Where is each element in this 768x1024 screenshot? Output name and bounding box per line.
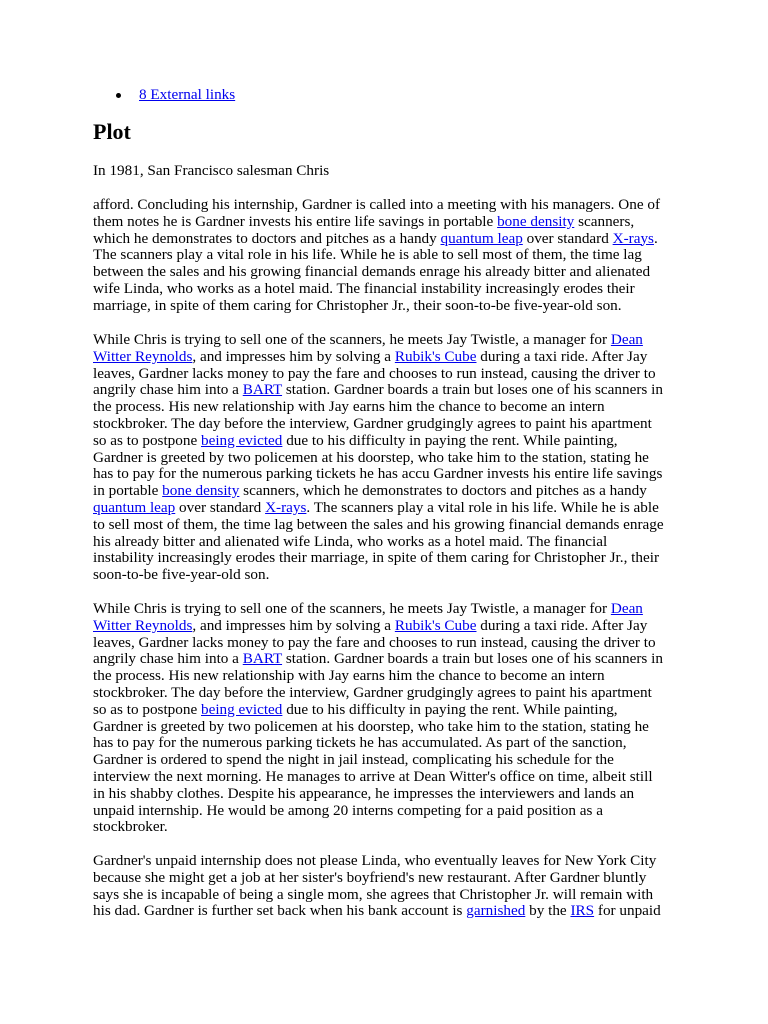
text-line bbox=[93, 416, 681, 433]
inline-link[interactable]: X-rays bbox=[612, 229, 654, 247]
text-run: Gardner's unpaid internship does not please Linda, who eventually leaves for New York City bbox=[93, 852, 657, 869]
text-run: Gardner is greeted by two policemen at his doorstep, who take him to the station, stating he bbox=[93, 448, 649, 466]
text-run: the process. His new relationship with Jay earns him the chance to become an intern bbox=[93, 398, 605, 416]
text-line bbox=[93, 264, 681, 281]
text-run: interview the next morning. He manages to arrive at Dean Witter's office on time, albeit still bbox=[93, 767, 653, 785]
text-run: in his shabby clothes. Despite his appearance, he impresses the interviewers and lands an bbox=[93, 784, 635, 802]
text-run: stockbroker. The day before the interview, Gardner grudgingly agrees to paint his apartment bbox=[93, 414, 652, 432]
text-run: While Chris is trying to sell one of the scanners, he meets Jay Twistle, a manager for bbox=[93, 600, 611, 617]
text-line bbox=[93, 197, 681, 214]
text-run: scanners, bbox=[574, 212, 635, 230]
inline-link[interactable]: Dean bbox=[610, 331, 643, 348]
text-run: afford. Concluding his internship, Gardner is called into a meeting with his managers. One of bbox=[93, 196, 661, 213]
inline-link[interactable]: Rubik's Cube bbox=[394, 347, 477, 365]
text-line bbox=[93, 517, 681, 534]
text-line bbox=[93, 163, 681, 180]
inline-link[interactable]: being evicted bbox=[201, 700, 283, 718]
text-run: has to pay for the numerous parking tickets he has accumulated. As part of the sanction, bbox=[93, 734, 627, 752]
paragraph bbox=[93, 332, 681, 584]
text-line bbox=[93, 819, 681, 836]
text-line bbox=[93, 651, 681, 668]
text-line bbox=[93, 635, 681, 652]
text-run: says she is incapable of being a single mom, she agrees that Christopher Jr. will remain with bbox=[93, 885, 654, 903]
text-line bbox=[93, 668, 681, 685]
text-run: his dad. Gardner is further set back when his bank account is bbox=[93, 902, 467, 920]
table-of-contents bbox=[93, 87, 235, 104]
toc-link-external-links[interactable]: 8 External links bbox=[139, 86, 236, 103]
text-line bbox=[93, 349, 681, 366]
text-line bbox=[93, 500, 681, 517]
inline-link[interactable]: garnished bbox=[466, 902, 526, 920]
text-run: angrily chase him into a bbox=[93, 650, 243, 668]
inline-link[interactable]: being evicted bbox=[201, 431, 283, 449]
text-run: leaves, Gardner lacks money to pay the fare and chooses to run instead, causing the driver to bbox=[93, 364, 656, 382]
text-run: which he demonstrates to doctors and pitches as a handy bbox=[93, 229, 441, 247]
text-line bbox=[93, 803, 681, 820]
paragraph bbox=[93, 601, 681, 836]
text-line bbox=[93, 298, 681, 315]
inline-link[interactable]: Rubik's Cube bbox=[394, 616, 477, 634]
text-run: over standard bbox=[522, 229, 613, 247]
text-line bbox=[93, 618, 681, 635]
text-run: due to his difficulty in paying the rent. While painting, bbox=[282, 431, 618, 449]
inline-link[interactable]: IRS bbox=[570, 902, 595, 920]
text-run: between the sales and his growing financial demands enrage his already bitter and alienated bbox=[93, 263, 651, 281]
text-run: has to pay for the numerous parking tickets he has accu Gardner invests his entire life savings bbox=[93, 465, 663, 483]
text-run: by the bbox=[525, 902, 571, 920]
text-run: due to his difficulty in paying the rent. While painting, bbox=[282, 700, 618, 718]
text-line bbox=[93, 450, 681, 467]
text-line bbox=[93, 752, 681, 769]
text-run: unpaid internship. He would be among 20 interns competing for a paid position as a bbox=[93, 801, 603, 819]
text-run: during a taxi ride. After Jay bbox=[476, 347, 648, 365]
text-run: for unpaid bbox=[594, 902, 661, 920]
text-run: stockbroker. bbox=[93, 818, 168, 836]
text-run: The scanners play a vital role in his life. While he is able to sell most of them, the time lag bbox=[93, 246, 642, 264]
text-run: his already bitter and alienated wife Linda, who works as a hotel maid. The financial bbox=[93, 532, 608, 550]
text-run: . bbox=[653, 229, 658, 247]
text-run: While Chris is trying to sell one of the scanners, he meets Jay Twistle, a manager for bbox=[93, 331, 611, 348]
text-line bbox=[93, 366, 681, 383]
text-run: stockbroker. The day before the interview, Gardner grudgingly agrees to paint his apartment bbox=[93, 683, 652, 701]
text-run: wife Linda, who works as a hotel maid. The financial instability increasingly erodes their bbox=[93, 279, 635, 297]
text-line bbox=[93, 281, 681, 298]
text-run: so as to postpone bbox=[93, 700, 201, 718]
text-line bbox=[93, 483, 681, 500]
text-line bbox=[93, 214, 681, 231]
inline-link[interactable]: X-rays bbox=[265, 498, 307, 516]
toc-item bbox=[93, 87, 235, 104]
text-run: to sell most of them, the time lag between the sales and his growing financial demands enrage bbox=[93, 515, 664, 533]
text-line bbox=[93, 550, 681, 567]
text-run: , and impresses him by solving a bbox=[192, 616, 395, 634]
text-line bbox=[93, 786, 681, 803]
text-line bbox=[93, 601, 681, 618]
paragraph bbox=[93, 163, 681, 180]
text-line bbox=[93, 567, 681, 584]
text-run: marriage, in spite of them caring for Christopher Jr., their soon-to-be five-year-old son. bbox=[93, 296, 622, 314]
text-run: Gardner is greeted by two policemen at his doorstep, who take him to the station, stating he bbox=[93, 717, 649, 735]
text-run: because she might get a job at her sister's boyfriend's new restaurant. After Gardner bluntly bbox=[93, 868, 647, 886]
text-line bbox=[93, 769, 681, 786]
bullet-icon bbox=[116, 93, 121, 98]
text-line bbox=[93, 534, 681, 551]
text-line bbox=[93, 466, 681, 483]
text-line bbox=[93, 247, 681, 264]
text-line bbox=[93, 853, 681, 870]
text-run: leaves, Gardner lacks money to pay the fare and chooses to run instead, causing the driver to bbox=[93, 633, 656, 651]
text-run: soon-to-be five-year-old son. bbox=[93, 566, 270, 584]
text-run: . The scanners play a vital role in his life. While he is able bbox=[306, 498, 659, 516]
inline-link[interactable]: Witter Reynolds bbox=[93, 347, 193, 365]
inline-link[interactable]: quantum leap bbox=[440, 229, 523, 247]
text-run: angrily chase him into a bbox=[93, 381, 243, 399]
text-run: over standard bbox=[175, 498, 266, 516]
text-run: them notes he is Gardner invests his entire life savings in portable bbox=[93, 212, 498, 230]
text-run: In 1981, San Francisco salesman Chris bbox=[93, 162, 330, 179]
inline-link[interactable]: quantum leap bbox=[93, 498, 176, 516]
text-line bbox=[93, 735, 681, 752]
text-line bbox=[93, 332, 681, 349]
text-run: Gardner is ordered to spend the night in jail instead, complicating his schedule for the bbox=[93, 751, 614, 769]
section-heading: Plot bbox=[93, 119, 131, 144]
text-run: in portable bbox=[93, 482, 163, 500]
text-run: the process. His new relationship with Jay earns him the chance to become an intern bbox=[93, 667, 605, 685]
text-line bbox=[93, 903, 681, 920]
text-run: so as to postpone bbox=[93, 431, 201, 449]
text-run: , and impresses him by solving a bbox=[192, 347, 395, 365]
text-run: scanners, which he demonstrates to doctors and pitches as a handy bbox=[239, 482, 647, 500]
text-line bbox=[93, 433, 681, 450]
text-line bbox=[93, 702, 681, 719]
text-line bbox=[93, 870, 681, 887]
text-run: during a taxi ride. After Jay bbox=[476, 616, 648, 634]
text-run: instability increasingly erodes their marriage, in spite of them caring for Christopher Jr., their bbox=[93, 549, 660, 567]
paragraph bbox=[93, 853, 681, 920]
text-line bbox=[93, 685, 681, 702]
text-run: station. Gardner boards a train but loses one of his scanners in bbox=[282, 381, 663, 399]
inline-link[interactable]: BART bbox=[242, 381, 283, 399]
inline-link[interactable]: BART bbox=[242, 650, 283, 668]
inline-link[interactable]: bone density bbox=[497, 212, 575, 230]
text-line bbox=[93, 231, 681, 248]
text-line bbox=[93, 887, 681, 904]
inline-link[interactable]: bone density bbox=[162, 482, 240, 500]
text-run: station. Gardner boards a train but loses one of his scanners in bbox=[282, 650, 663, 668]
paragraph bbox=[93, 197, 681, 315]
inline-link[interactable]: Dean bbox=[610, 600, 643, 617]
text-line bbox=[93, 399, 681, 416]
text-line bbox=[93, 719, 681, 736]
inline-link[interactable]: Witter Reynolds bbox=[93, 616, 193, 634]
text-line bbox=[93, 382, 681, 399]
